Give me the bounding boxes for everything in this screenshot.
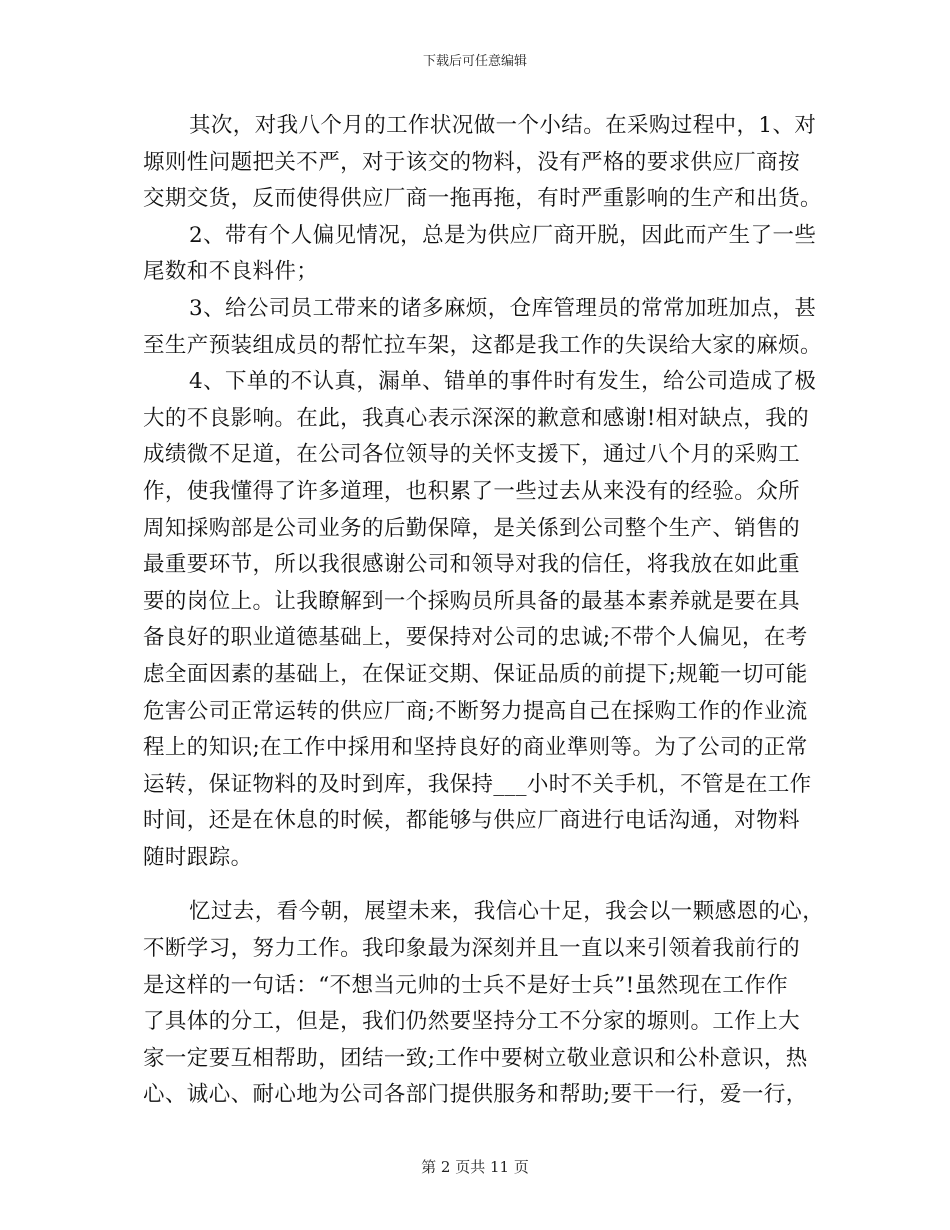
text-line: 了具体的分工，但是，我们仍然要坚持分工不分家的塬则。工作上大: [143, 1009, 801, 1035]
text-line: 大的不良影响。在此，我真心表示深深的歉意和感谢!相对缺点，我的: [143, 405, 810, 431]
page-footer: 第 2 页共 11 页: [421, 1158, 529, 1176]
paragraph-item-2: [143, 218, 817, 291]
text-line: 危害公司正常运转的供应厂商;不断努力提高自己在採购工作的作业流: [143, 698, 808, 724]
text-line: 运转，保证物料的及时到库，我保持___小时不关手机，不管是在工作: [143, 771, 812, 797]
text-line: 备良好的职业道德基础上，要保持对公司的忠诚;不带个人偏见，在考: [143, 625, 808, 651]
text-line: 3、给公司员工带来的诸多麻烦，仓库管理员的常常加班加点，甚: [189, 295, 817, 321]
document-body: [143, 108, 825, 1114]
text-line: 交期交货，反而使得供应厂商一拖再拖，有时严重影响的生产和出货。: [143, 186, 822, 212]
text-line: 随时跟踪。: [143, 844, 253, 870]
text-line: 忆过去，看今朝，展望未来，我信心十足，我会以一颗感恩的心，: [189, 899, 825, 925]
text-line: 成绩微不足道，在公司各位领导的关怀支援下，通过八个月的采购工: [143, 442, 801, 468]
text-line: 其次，对我八个月的工作状况做一个小结。在采购过程中，1、对: [189, 113, 817, 138]
text-line: 要的岗位上。让我瞭解到一个採购员所具备的最基本素养就是要在具: [143, 588, 801, 614]
paragraph-item-3: [143, 291, 822, 364]
paragraph-reflection: [143, 894, 825, 1114]
text-line: 时间，还是在休息的时候，都能够与供应厂商进行电话沟通，对物料: [143, 808, 801, 834]
text-line: 程上的知识;在工作中採用和坚持良好的商业準则等。为了公司的正常: [143, 735, 808, 761]
text-line: 尾数和不良料件；: [143, 259, 319, 285]
text-line: 心、诚心、耐心地为公司各部门提供服务和帮助;要干一行，爱一行，: [143, 1082, 808, 1108]
page-header: 下载后可任意编辑: [422, 54, 527, 69]
text-line: 作，使我懂得了许多道理，也积累了一些过去从来没有的经验。众所: [143, 478, 801, 504]
paragraph-item-4: [143, 364, 817, 876]
text-line: 虑全面因素的基础上，在保证交期、保证品质的前提下;规範一切可能: [143, 661, 808, 687]
text-line: 是这样的一句话：“不想当元帅的士兵不是好士兵”!虽然现在工作作: [143, 972, 789, 998]
text-line: 4、下单的不认真，漏单、错单的事件时有发生，给公司造成了极: [189, 369, 817, 395]
text-line: 2、带有个人偏见情况，总是为供应厂商开脱，因此而产生了一些: [189, 222, 817, 248]
text-line: 不断学习，努力工作。我印象最为深刻并且一直以来引领着我前行的: [143, 936, 801, 962]
text-line: 至生产预装组成员的帮忙拉车架，这都是我工作的失误给大家的麻烦。: [143, 332, 822, 358]
text-line: 最重要环节，所以我很感谢公司和领导对我的信任，将我放在如此重: [143, 552, 801, 578]
text-line: 周知採购部是公司业务的后勤保障，是关係到公司整个生产、销售的: [143, 515, 801, 541]
paragraph-summary: [143, 108, 822, 218]
text-line: 家一定要互相帮助，团结一致;工作中要树立敬业意识和公朴意识，热: [143, 1045, 808, 1071]
text-line: 塬则性问题把关不严，对于该交的物料，没有严格的要求供应厂商按: [143, 149, 801, 175]
